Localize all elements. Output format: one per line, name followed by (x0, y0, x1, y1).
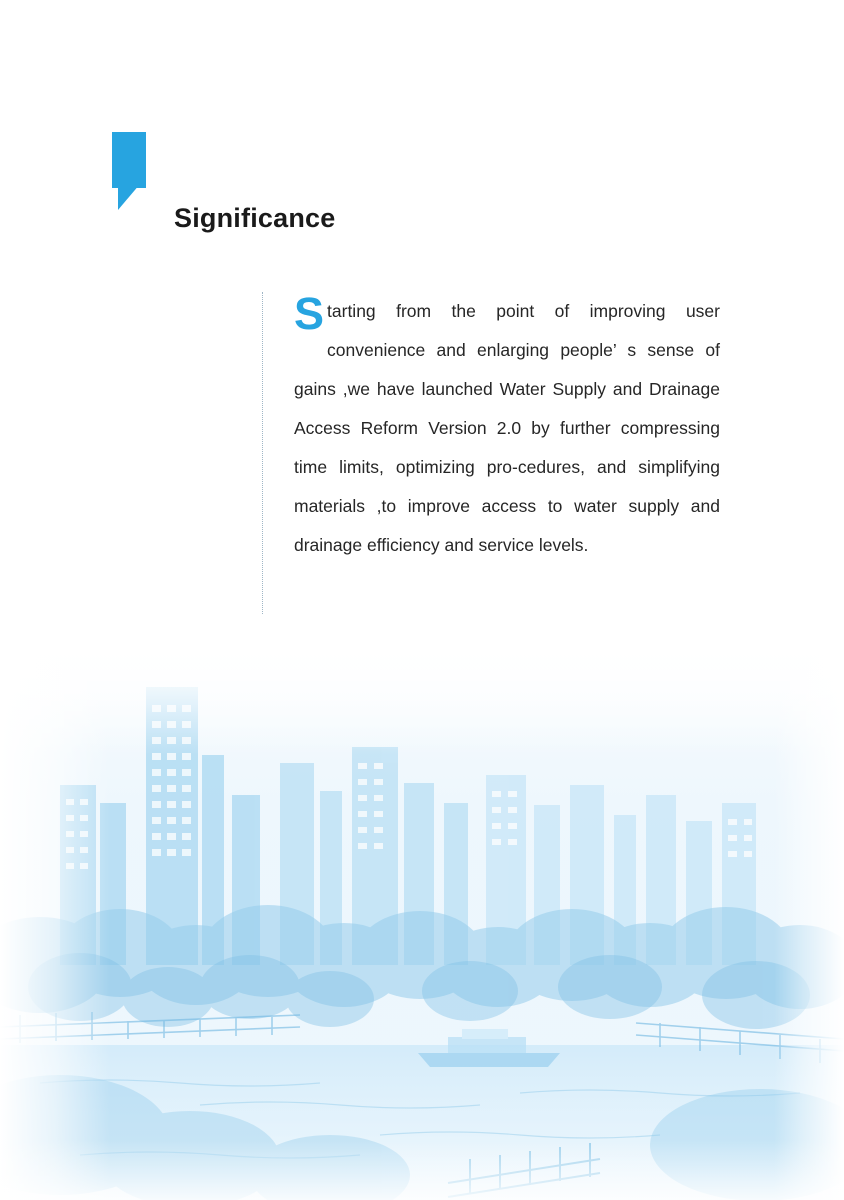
quotation-mark-icon (112, 132, 162, 210)
riverside-cityscape-watermark (0, 635, 844, 1200)
quote-bar (112, 132, 146, 188)
vertical-dotted-divider (262, 292, 263, 614)
paragraph-text: tarting from the point of improving user convenience and enlarging people’ s sense of gains ,we have launched Water Supply and Drainage Access Reform Version 2.0 by further compressing time limits, optimizing pro-cedures, and simplifying materials ,to improve access to water supply and drainage efficiency and service levels. (294, 301, 720, 555)
body-paragraph (294, 288, 720, 565)
quote-tail (118, 184, 140, 210)
drop-cap: S (294, 288, 325, 339)
page-title: Significance (174, 203, 336, 233)
